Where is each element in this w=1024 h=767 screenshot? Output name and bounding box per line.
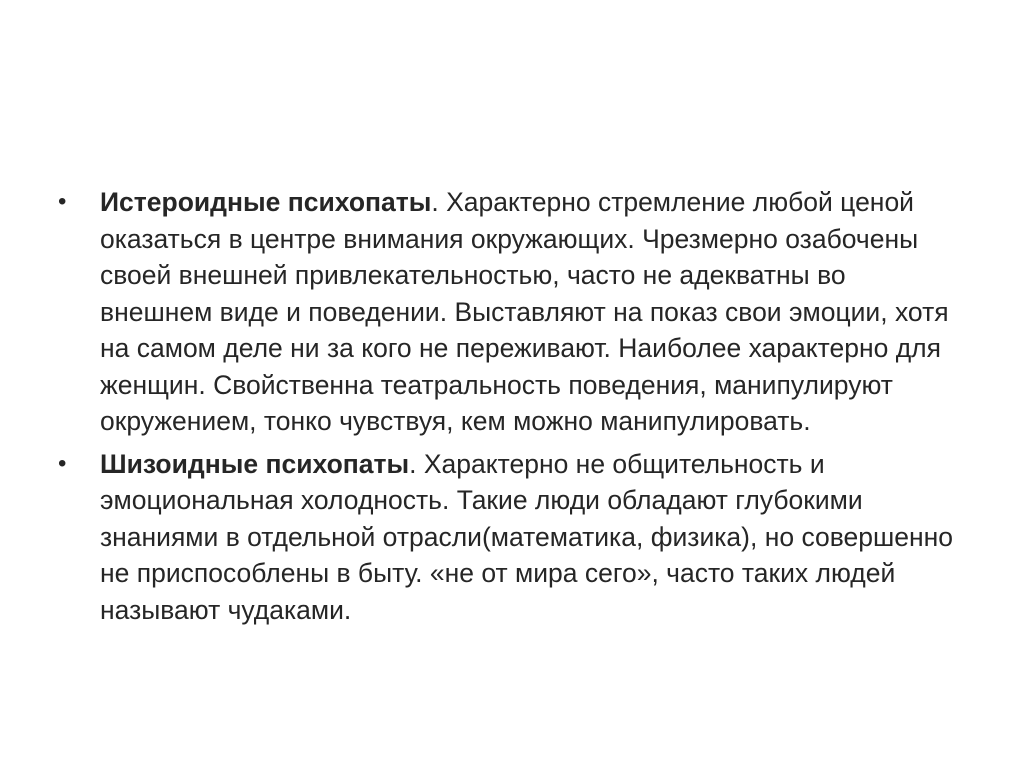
bullet-term: Шизоидные психопаты xyxy=(100,448,410,479)
bullet-text: . Характерно стремление любой ценой оказаться в центре внимания окружающих. Чрезмерно озабочены своей внешней привлекательностью, часто не адекватны во внешнем виде и поведении. Выставляют на показ свои эмоции, хотя на самом деле ни за кого не переживают. Наиболее характерно для женщин. Свойственна театральность поведения, манипулируют окружением, тонко чувствуя, кем можно манипулировать. xyxy=(100,187,949,436)
bullet-item-histrionic xyxy=(58,184,963,440)
bullet-term: Истероидные психопаты xyxy=(100,187,432,217)
bullet-list xyxy=(58,184,963,634)
bullet-dot-icon: • xyxy=(58,449,67,477)
bullet-item-schizoid xyxy=(58,446,963,629)
bullet-text: . Характерно не общительность и эмоциональная холодность. Такие люди обладают глубокими знаниями в отдельной отрасли(математика, физика), но совершенно не приспособлены в быту. «не от мира сего», часто таких людей называют чудаками. xyxy=(100,448,953,625)
bullet-dot-icon: • xyxy=(58,188,67,215)
